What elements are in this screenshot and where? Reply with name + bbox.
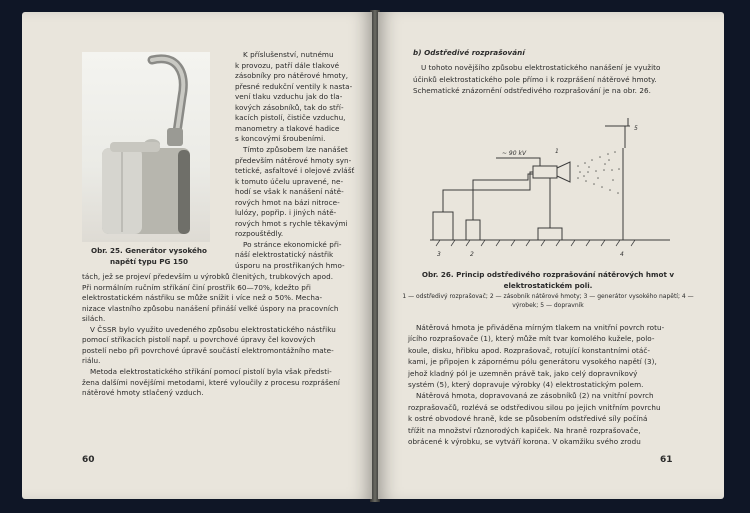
text-line: obrácené k výrobku, se vytváří korona. V okamžiku svého zrodu [408,437,641,446]
text-line: s koncovými šroubeními. [235,134,326,144]
text-line: jícího rozprašovače (1), který může mít tvar komolého kužele, polo- [408,334,655,344]
page-number-right: 61 [660,455,673,465]
text-line: zásobníky pro nátěrové hmoty, [235,71,349,81]
text-line: přesné redukční ventily k nasta- [235,81,353,91]
figure-25-caption: Obr. 25. Generátor vysokého napětí typu PG 150 [91,246,207,266]
left-page [22,12,372,499]
generator-photo [82,52,210,242]
text-line: V ČSSR bylo využito uvedeného způsobu elektrostatického nástřiku [90,324,336,334]
text-line: kacích pistolí, čističe vzduchu, [235,113,346,123]
text-line: hodí se však k nanášení nátě- [235,187,344,197]
right-page [378,12,724,499]
part-number-3: 3 [437,251,441,258]
text-line: Nátěrová hmota je přiváděna mírným tlakem na vnitřní povrch rotu- [416,323,665,332]
text-line: tách, jež se projeví především u výrobků členitých, trubkových apod. [82,272,334,281]
text-line: kami, je připojen k zápornému pólu generátoru vysokého napětí (3), [408,357,657,367]
text-line: žena dalšími novějšími metodami, které vyloučily z procesu rozprášení [82,377,340,387]
text-line: Metoda elektrostatického stříkání pomocí pistolí byla však předsti- [90,366,332,376]
text-line: především nátěrové hmoty syn- [235,155,352,165]
generator-illustration [82,52,210,242]
figure-26-caption: Obr. 26. Princip odstředivého rozprašování nátěrových hmot v elektrostatickém poli. [421,270,675,290]
text-line: účinků elektrostatického pole přímo i k rozprášení nátěrové hmoty. [413,74,657,84]
text-line: systém (5), který dopravuje výrobky (4) elektrostatickým polem. [408,380,644,389]
text-line: k provozu, patří dále tlakové [235,60,340,70]
text-line: tetické, asfaltové i olejové zvlášť [235,166,355,176]
text-line: nizace vlastního způsobu nanášení přináší velké úspory na pracovních [82,303,339,313]
text-line: Po stránce ekonomické při- [243,239,342,249]
text-line: úsporu na prostřikaných hmo- [235,261,345,270]
part-number-4: 4 [620,251,624,258]
text-line: Tímto způsobem lze nanášet [243,144,348,154]
text-line: pomocí stříkacích pistolí např. u povrchové úpravy čel kovových [82,335,316,345]
part-number-5: 5 [634,125,638,132]
text-line: rozprašovačů, rozlévá se odstředivou silou po jejich vnitřním povrchu [408,402,661,412]
centrifugal-spraying-schematic [400,108,690,260]
text-line: vení tlaku vzduchu jak do tla- [235,92,343,102]
text-line: U tohoto novějšího způsobu elektrostatického nanášení je využito [421,63,661,72]
figure-26-legend: 1 — odstředivý rozprašovač; 2 — zásobník nátěrové hmoty; 3 — generátor vysokého napětí; 4 — výrobek; 5 — dopravník [402,293,694,309]
text-line: kových zásobníků, tak do stří- [235,102,344,112]
text-line: postelí nebo při povrchové úpravě součástí elektromontážního mate- [82,345,334,355]
text-line: Při normálním ručním stříkání činí prostřik 60—70%, kdežto při [82,282,311,292]
text-line: Schematické znázornění odstředivého rozprašování je na obr. 26. [413,86,651,95]
text-line: k ostré obvodové hraně, kde se působením odstředivé síly počíná [408,414,648,424]
text-line: koule, disku, hřibku apod. Rozprašovač, rotující konstantními otáč- [408,345,650,355]
text-line: jehož kladný pól je uzemněn právě tak, jako celý dopravníkový [408,368,638,378]
text-line: k tomuto účelu upravené, ne- [235,176,344,186]
section-heading: b) Odstředivé rozprašování [413,48,525,57]
figure-26-diagram [400,108,690,260]
part-number-1: 1 [555,148,559,155]
text-line: nátěrové hmoty stlačený vzduch. [82,388,204,398]
text-line: manometry a tlakové hadice [235,123,340,133]
text-line: náší elektrostatický nástřik [235,250,334,260]
text-line: elektrostatickém nástřiku se může snížit i více než o 50%. Mecha- [82,293,323,303]
text-line: rových hmot na bázi nitroce- [235,197,340,207]
text-line: Nátěrová hmota, dopravovaná ze zásobníků (2) na vnitřní povrch [416,391,654,401]
text-line: riálu. [82,356,101,366]
text-line: rozpouštědly. [235,229,284,239]
text-line: rových hmot s rychle těkavými [235,218,348,228]
voltage-label: ~ 90 kV [502,150,527,157]
text-line: K příslušenství, nutnému [243,50,334,59]
text-line: třížit na množství různorodých kapiček. Na hraně rozprašovače, [408,425,641,435]
text-line: lulózy, popřip. i jiných nátě- [235,208,337,218]
page-number-left: 60 [82,455,95,465]
text-line: silách. [82,314,106,324]
part-number-2: 2 [470,251,474,258]
